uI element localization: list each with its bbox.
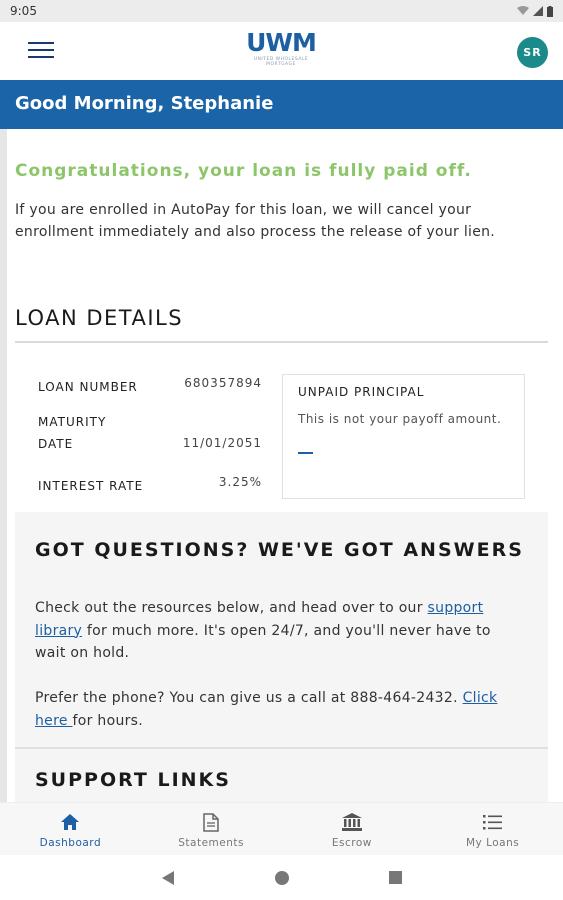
maturity-date-value: 11/01/2051 [182,436,262,450]
panel-divider [15,747,548,749]
bottom-navigation [0,802,563,855]
unpaid-principal-label: UNPAID PRINCIPAL [298,385,425,399]
battery-icon [547,6,553,17]
faq-heading: GOT QUESTIONS? WE'VE GOT ANSWERS [35,539,524,561]
hamburger-menu-icon[interactable] [28,42,54,62]
status-icons [517,6,553,17]
unpaid-principal-card [282,374,525,499]
paid-off-heading: Congratulations, your loan is fully paid off. [15,161,472,181]
maturity-label-line2: DATE [38,437,74,451]
wifi-icon [517,6,529,16]
faq-resources-text [35,597,515,665]
nav-escrow[interactable] [282,803,423,855]
signal-icon [533,6,543,16]
drawer-edge [0,20,7,802]
back-icon[interactable] [157,867,179,889]
maturity-date-row [38,415,262,451]
faq-phone-text [35,687,525,732]
interest-rate-row [38,475,262,494]
interest-rate-label: INTEREST RATE [38,479,144,493]
nav-statements[interactable] [141,803,282,855]
home-button-icon[interactable] [271,867,293,889]
greeting-banner: Good Morning, Stephanie [0,80,563,129]
nav-label-dashboard: Dashboard [39,837,102,849]
uwm-logo [241,30,321,67]
avatar[interactable]: SR [517,37,548,68]
unpaid-principal-description: This is not your payoff amount. [298,412,502,426]
support-library-link[interactable]: support library [35,600,484,639]
status-time: 9:05 [10,4,37,18]
nav-label-escrow: Escrow [331,837,372,849]
status-bar [0,0,563,22]
nav-label-my-loans: My Loans [465,837,520,849]
faq-p1-text-end: for much more. It's open 24/7, and you'll never have to wait on hold. [35,622,491,661]
loan-details-heading: LOAN DETAILS [15,306,184,330]
document-icon [201,812,221,832]
app-header [0,22,563,80]
bank-icon [342,812,362,832]
recents-icon[interactable] [385,867,407,889]
click-here-link[interactable]: Click here [35,690,498,729]
support-links-heading: SUPPORT LINKS [35,769,231,791]
maturity-label-line1: MATURITY [38,415,107,429]
faq-p1-text: Check out the resources below, and head over to our [35,600,428,616]
autopay-message: If you are enrolled in AutoPay for this loan, we will cancel your enrollment immediately and also process the release of your lien. [15,202,496,240]
interest-rate-value: 3.25% [218,475,262,489]
logo-tagline: UNITED WHOLESALE MORTGAGE [253,57,309,67]
loan-number-row [38,376,262,395]
nav-dashboard[interactable] [0,803,141,855]
faq-p2-text-end: for hours. [72,712,144,729]
nav-my-loans[interactable] [422,803,563,855]
system-navigation-bar [0,855,563,900]
loan-number-label: LOAN NUMBER [38,380,138,394]
home-icon [60,812,80,832]
loan-details-list [38,376,262,506]
section-divider [15,341,548,343]
unpaid-principal-dash [298,452,313,454]
faq-panel [15,512,548,802]
faq-p2-text: Prefer the phone? You can give us a call at 888-464-2432. [35,690,463,706]
list-icon [483,812,503,832]
nav-label-statements: Statements [178,837,244,849]
loan-number-value: 680357894 [184,376,262,390]
logo-text: UWM [246,28,316,57]
